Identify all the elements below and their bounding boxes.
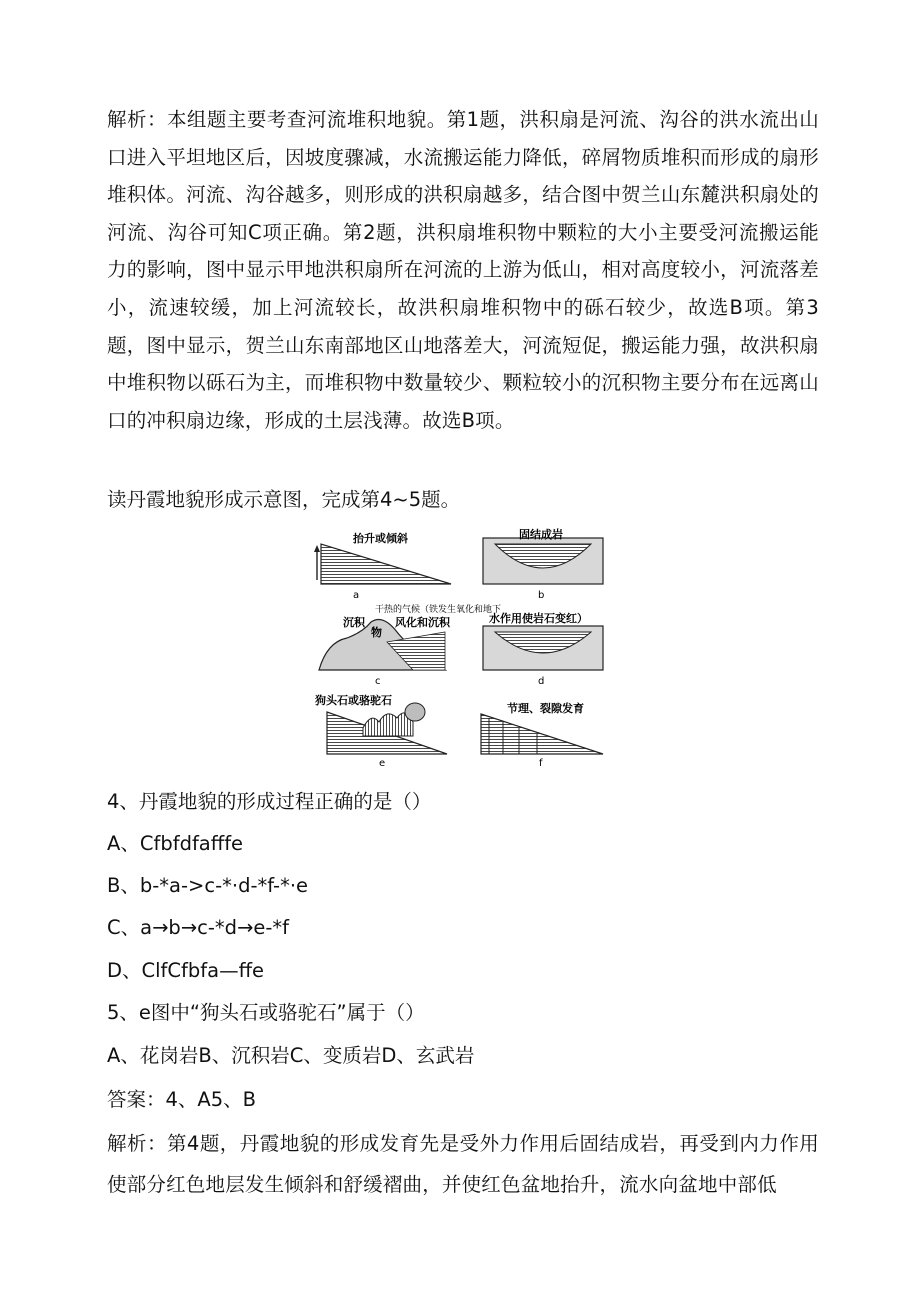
- panel-d-letter: d: [538, 676, 545, 687]
- panel-f-label: 节理、裂隙发育: [507, 702, 584, 715]
- panel-c-letter: c: [375, 676, 381, 687]
- question-4-option-c: C、a→b→c-*d→e-*f: [107, 916, 289, 939]
- question-5-stem: 5、e图中“狗头石或骆驼石”属于（）: [107, 1001, 425, 1024]
- panel-c: [319, 615, 451, 687]
- panel-d-label: 水作用使岩石变红）: [489, 612, 588, 625]
- panel-a-label: 抬升或倾斜: [353, 532, 408, 545]
- question-5-options: A、花岗岩B、沉积岩C、变质岩D、玄武岩: [107, 1044, 475, 1067]
- panel-e: [314, 693, 447, 768]
- panel-c-label-1: 沉积: [343, 616, 365, 629]
- panel-a: [314, 531, 451, 601]
- panel-b: [483, 527, 603, 601]
- figure-intro: 读丹霞地貌形成示意图，完成第4~5题。: [107, 488, 461, 511]
- question-4-stem: 4、丹霞地貌的形成过程正确的是（）: [107, 790, 432, 813]
- panel-c-caption: 干热的气候（铁发生氧化和地下: [375, 605, 502, 615]
- panel-f: [481, 701, 603, 768]
- danxia-formation-figure: [313, 522, 613, 768]
- question-4-option-a: A、Cfbfdfafffe: [107, 832, 244, 855]
- panel-e-label: 狗头石或骆驼石: [315, 694, 392, 707]
- question-4-option-b: B、b-*a->c-*·d-*f-*·e: [107, 874, 309, 897]
- figure-svg: [313, 522, 613, 768]
- panel-f-letter: f: [539, 758, 543, 768]
- panel-b-label: 固结成岩: [519, 528, 563, 541]
- panel-d: [483, 611, 603, 687]
- panel-c-label-3: 风化和沉积: [395, 616, 450, 629]
- analysis-paragraph-1: 解析：本组题主要考查河流堆积地貌。第1题，洪积扇是河流、沟谷的洪水流出山口进入平坦地区后，因坡度骤减，水流搬运能力降低，碎屑物质堆积而形成的扇形堆积体。河流、沟谷越多，则形成的洪积扇越多，结合图中贺兰山东麓洪积扇处的河流、沟谷可知C项正确。第2题，洪积扇堆积物中颗粒的大小主要受河流搬运能力的影响，图中显示甲地洪积扇所在河流的上游为低山，相对高度较小，河流落差小，流速较缓，加上河流较长，故洪积扇堆积物中的砾石较少，故选B项。第3题，图中显示，贺兰山东南部地区山地落差大，河流短促，搬运能力强，故洪积扇中堆积物以砾石为主，而堆积物中数量较少、颗粒较小的沉积物主要分布在远离山口的冲积扇边缘，形成的土层浅薄。故选B项。: [107, 108, 819, 432]
- panel-c-label-2: 物: [371, 626, 382, 639]
- panel-a-letter: a: [353, 590, 360, 601]
- answer-line: 答案：4、A5、B: [107, 1088, 257, 1111]
- panel-b-letter: b: [538, 590, 545, 601]
- analysis-paragraph-2: 解析：第4题，丹霞地貌的形成发育先是受外力作用后固结成岩，再受到内力作用使部分红色地层发生倾斜和舒缓褶曲，并使红色盆地抬升，流水向盆地中部低: [107, 1132, 819, 1196]
- panel-e-letter: e: [379, 758, 386, 768]
- question-4-option-d: D、ClfCfbfa—ffe: [107, 959, 265, 982]
